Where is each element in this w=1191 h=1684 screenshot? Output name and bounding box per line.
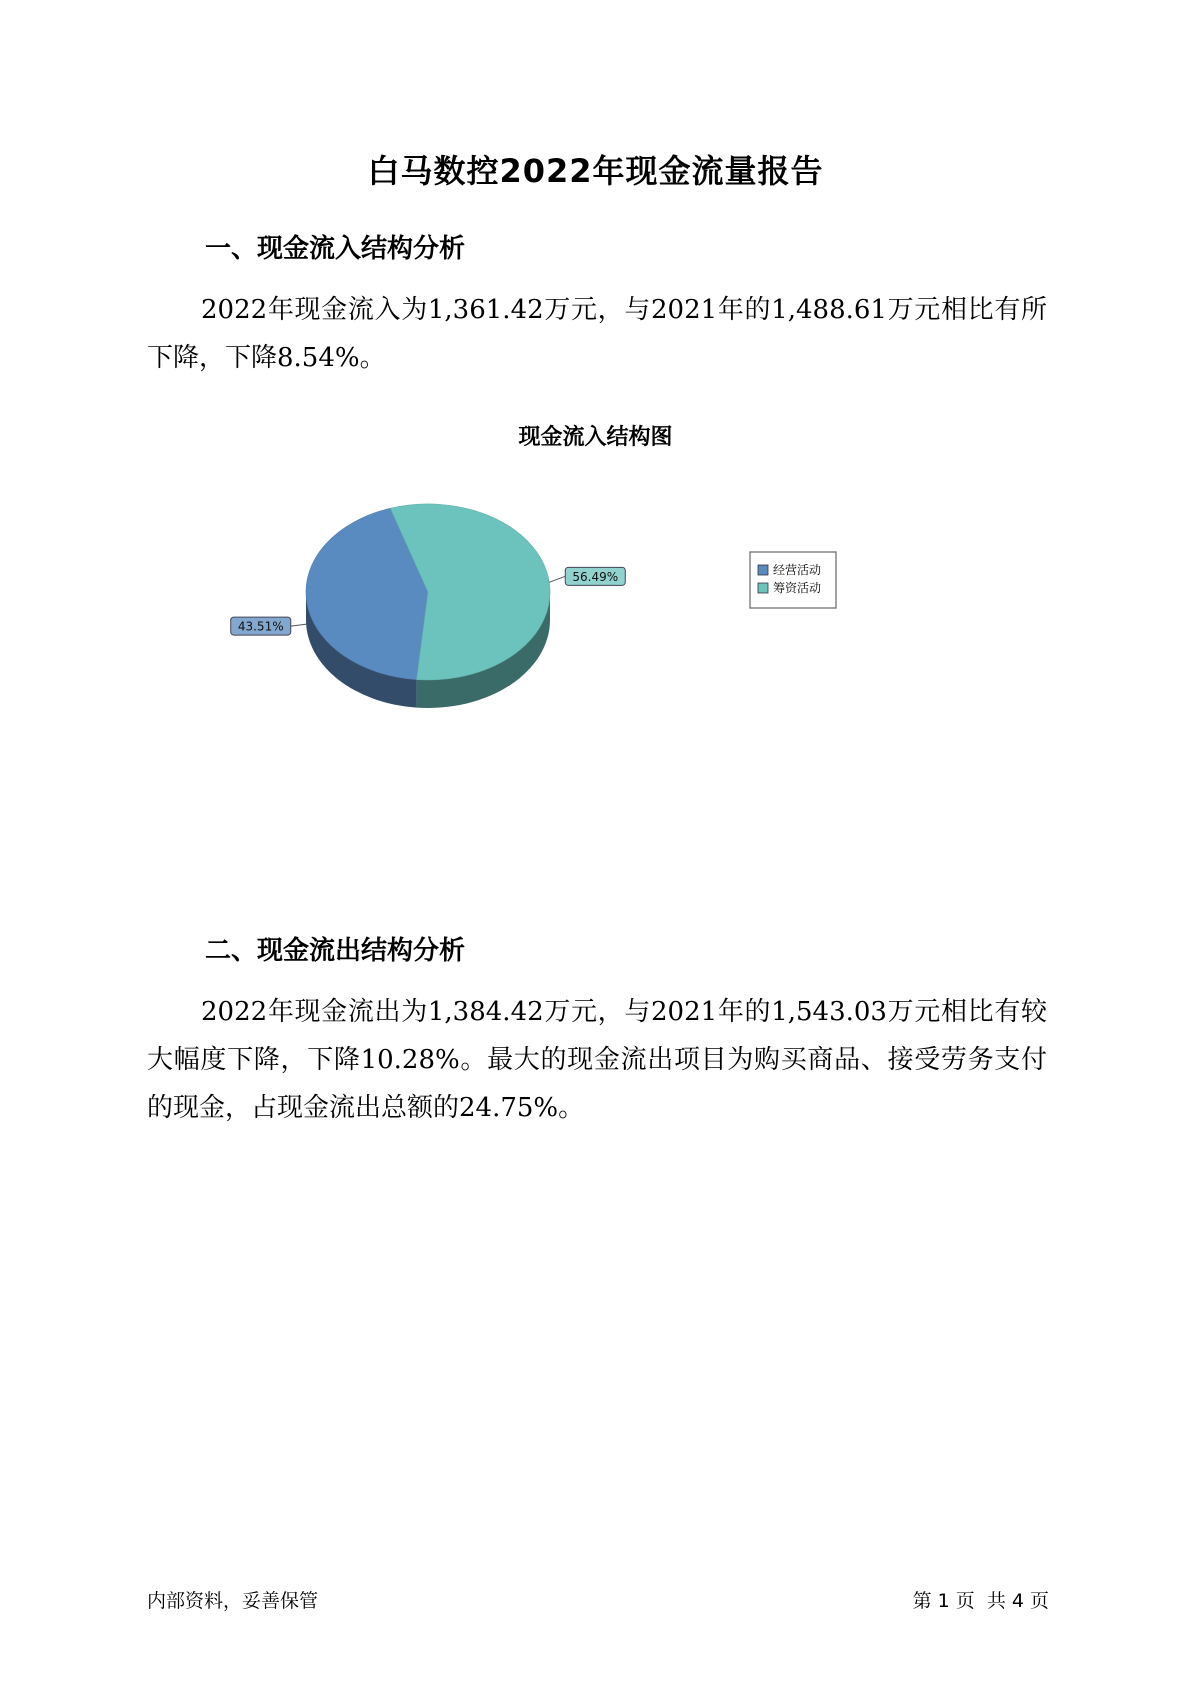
leader-line-financing xyxy=(549,576,565,582)
section1-paragraph: 2022年现金流入为1,361.42万元，与2021年的1,488.61万元相比有所下降，下降8.54%。 xyxy=(147,295,1047,373)
legend-swatch-operating xyxy=(758,565,768,575)
data-label-operating: 43.51% xyxy=(237,619,284,634)
footer-page-number: 第 1 页 共 4 页 xyxy=(912,1590,1049,1612)
section2-heading: 二、现金流出结构分析 xyxy=(205,936,466,966)
legend-swatch-financing xyxy=(758,583,768,593)
section2-paragraph: 2022年现金流出为1,384.42万元，与2021年的1,543.03万元相比有较大幅度下降，下降10.28%。最大的现金流出项目为购买商品、接受劳务支付的现金，占现金流出总额的24.75%。 xyxy=(147,997,1047,1123)
legend-label-financing: 筹资活动 xyxy=(773,581,822,595)
chart-legend xyxy=(750,552,836,608)
section1-heading: 一、现金流入结构分析 xyxy=(205,234,466,264)
leader-line-operating xyxy=(291,624,307,626)
legend-label-operating: 经营活动 xyxy=(773,563,822,577)
pie-chart xyxy=(0,480,1191,720)
data-label-financing: 56.49% xyxy=(572,569,619,584)
page-title: 白马数控2022年现金流量报告 xyxy=(367,152,824,190)
footer-confidential: 内部资料，妥善保管 xyxy=(147,1590,319,1612)
chart-title: 现金流入结构图 xyxy=(518,425,673,450)
